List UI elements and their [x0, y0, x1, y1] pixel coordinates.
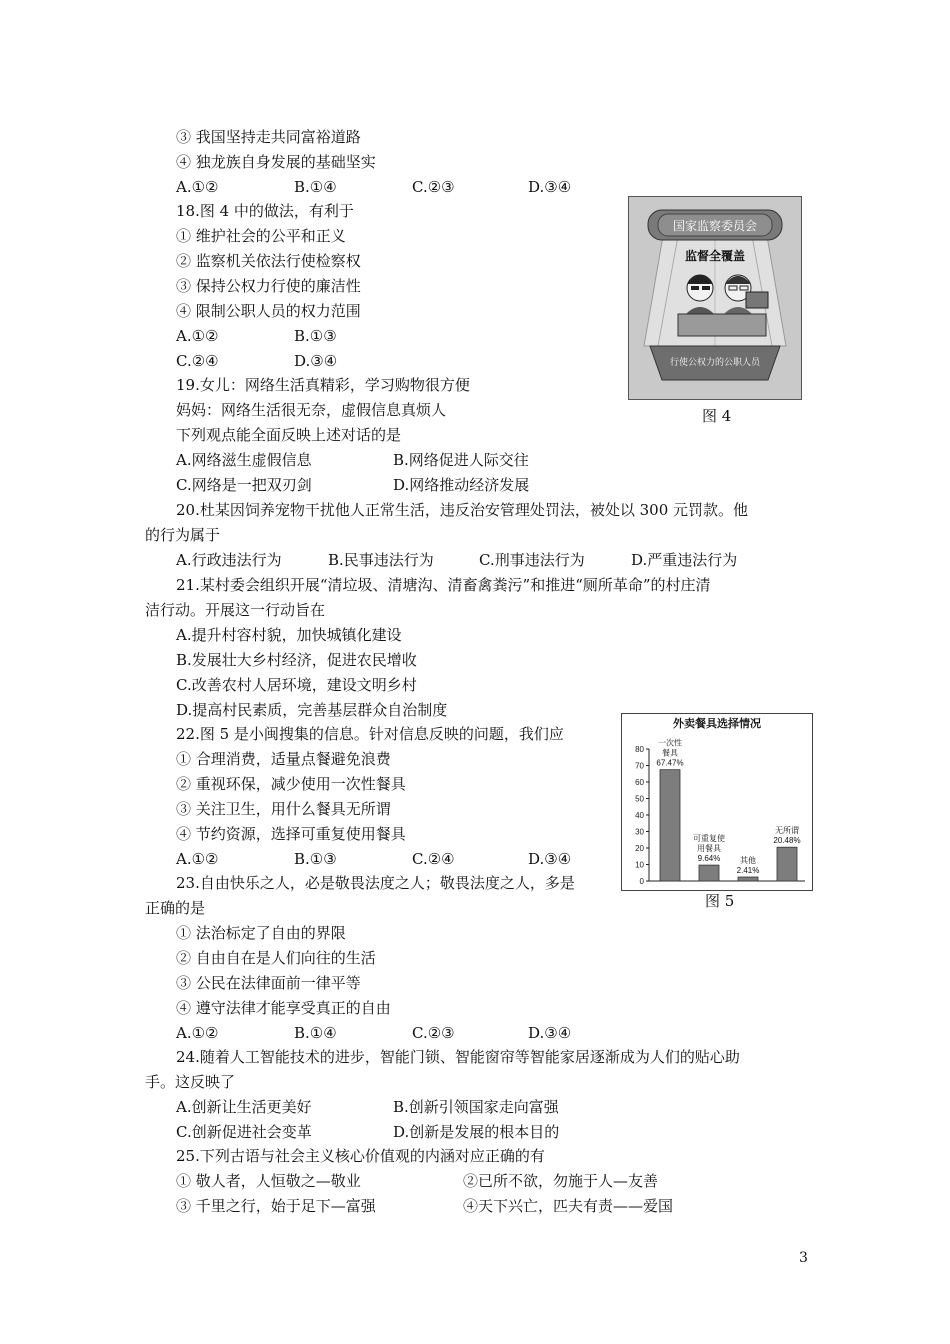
q20-answer-b: B.民事违法行为	[328, 551, 434, 569]
q21-answer-a: A.提升村容村貌，加快城镇化建设	[176, 626, 402, 644]
q23-answer-d: D.③④	[528, 1024, 572, 1042]
q22-answer-c: C.②④	[412, 850, 455, 868]
y-tick-label: 20	[635, 844, 644, 853]
figure-4-base-label: 行使公权力的公职人员	[669, 357, 761, 367]
bar	[777, 847, 797, 881]
category-label: 用餐具	[697, 844, 721, 854]
q22-option-4: ④ 节约资源，选择可重复使用餐具	[176, 825, 406, 843]
q23-answer-c: C.②③	[412, 1024, 455, 1042]
q19-stem-daughter: 19.女儿：网络生活真精彩，学习购物很方便	[176, 376, 470, 394]
q18-option-1: ① 维护社会的公平和正义	[176, 227, 346, 245]
q20-answer-c: C.刑事违法行为	[479, 551, 585, 569]
q22-option-3: ③ 关注卫生，用什么餐具无所谓	[176, 800, 391, 818]
q22-option-2: ② 重视环保，减少使用一次性餐具	[176, 775, 406, 793]
line-17-option-4: ④ 独龙族自身发展的基础坚实	[176, 153, 376, 171]
q19-question: 下列观点能全面反映上述对话的是	[176, 426, 402, 444]
y-tick-label: 40	[635, 811, 644, 820]
q19-answer-d: D.网络推动经济发展	[393, 476, 530, 494]
q23-option-2: ② 自由自在是人们向往的生活	[176, 949, 376, 967]
q23-option-1: ① 法治标定了自由的界限	[176, 924, 346, 942]
q18-option-4: ④ 限制公职人员的权力范围	[176, 302, 361, 320]
q24-answer-b: B.创新引领国家走向富强	[393, 1098, 559, 1116]
q21-answer-c: C.改善农村人居环境，建设文明乡村	[176, 676, 417, 694]
q24-answer-c: C.创新促进社会变革	[176, 1123, 312, 1141]
q21-answer-b: B.发展壮大乡村经济，促进农民增收	[176, 651, 417, 669]
q24-stem-2: 手。这反映了	[145, 1073, 236, 1091]
q20-stem-2: 的行为属于	[145, 526, 221, 544]
bar	[660, 770, 680, 881]
q25-option-2: ②已所不欲，勿施于人—友善	[463, 1172, 659, 1190]
q18-answer-c: C.②④	[176, 352, 219, 370]
q22-answer-a: A.①②	[176, 850, 219, 868]
q23-option-3: ③ 公民在法律面前一律平等	[176, 974, 361, 992]
page-number: 3	[799, 1250, 808, 1266]
y-tick-label: 30	[635, 827, 644, 837]
y-tick-label: 0	[639, 877, 644, 886]
q23-answer-a: A.①②	[176, 1024, 219, 1042]
y-tick-label: 80	[635, 745, 644, 754]
bar	[699, 865, 719, 881]
figure-4	[628, 196, 802, 400]
q24-stem-1: 24.随着人工智能技术的进步，智能门锁、智能窗帘等智能家居逐渐成为人们的贴心助	[176, 1048, 740, 1066]
q21-stem-1: 21.某村委会组织开展“清垃圾、清塘沟、清畜禽粪污”和推进“厕所革命”的村庄清	[176, 576, 711, 594]
data-label: 9.64%	[697, 854, 721, 864]
figure-4-caption: 图 4	[702, 407, 732, 425]
q18-answer-d: D.③④	[294, 352, 338, 370]
q23-stem-2: 正确的是	[145, 899, 206, 917]
q20-answer-a: A.行政违法行为	[176, 551, 282, 569]
q19-answer-b: B.网络促进人际交往	[393, 451, 529, 469]
q18-answer-a: A.①②	[176, 327, 219, 345]
q22-answer-b: B.①③	[294, 850, 337, 868]
figure-4-cartoon	[628, 196, 802, 400]
y-tick-label: 10	[635, 860, 644, 870]
q19-answer-c: C.网络是一把双刃剑	[176, 476, 312, 494]
q20-stem-1: 20.杜某因饲养宠物干扰他人正常生活，违反治安管理处罚法，被处以 300 元罚款。他	[176, 501, 749, 519]
q22-option-1: ① 合理消费，适量点餐避免浪费	[176, 750, 391, 768]
bar	[738, 877, 758, 881]
q25-option-4: ④天下兴亡，匹夫有责——爱国	[463, 1197, 674, 1215]
figure-4-slogan: 监督全覆盖	[684, 249, 746, 263]
y-tick-label: 70	[635, 761, 644, 771]
q24-answer-a: A.创新让生活更美好	[176, 1098, 312, 1116]
q23-answer-b: B.①④	[294, 1024, 337, 1042]
q18-stem: 18.图 4 中的做法，有利于	[176, 202, 354, 220]
q24-answer-d: D.创新是发展的根本目的	[393, 1123, 560, 1141]
q18-option-3: ③ 保持公权力行使的廉洁性	[176, 277, 361, 295]
q17-answer-a: A.①②	[176, 178, 219, 196]
q23-stem-1: 23.自由快乐之人，必是敬畏法度之人；敬畏法度之人，多是	[176, 874, 575, 892]
q25-option-1: ① 敬人者，人恒敬之—敬业	[176, 1172, 361, 1190]
category-label: 其他	[740, 856, 756, 866]
y-tick-label: 60	[635, 778, 644, 787]
q25-option-3: ③ 千里之行，始于足下—富强	[176, 1197, 376, 1215]
q18-option-2: ② 监察机关依法行使检察权	[176, 252, 361, 270]
data-label: 20.48%	[773, 836, 801, 846]
q21-answer-d: D.提高村民素质，完善基层群众自治制度	[176, 701, 448, 719]
figure-5-bar-chart	[621, 713, 813, 891]
data-label: 2.41%	[736, 866, 760, 876]
category-label: 一次性	[658, 738, 682, 748]
q17-answer-c: C.②③	[412, 178, 455, 196]
q17-answer-d: D.③④	[528, 178, 572, 196]
figure-5	[621, 713, 813, 891]
q19-answer-a: A.网络滋生虚假信息	[176, 451, 312, 469]
y-tick-label: 50	[635, 794, 644, 804]
q18-answer-b: B.①③	[294, 327, 337, 345]
line-17-option-3: ③ 我国坚持走共同富裕道路	[176, 128, 361, 146]
q19-stem-mother: 妈妈：网络生活很无奈，虚假信息真烦人	[176, 401, 447, 419]
category-label: 餐具	[662, 748, 678, 758]
chart-title: 外卖餐具选择情况	[673, 718, 761, 730]
q17-answer-b: B.①④	[294, 178, 337, 196]
q22-stem: 22.图 5 是小闽搜集的信息。针对信息反映的问题，我们应	[176, 725, 564, 743]
q22-answer-d: D.③④	[528, 850, 572, 868]
q25-stem: 25.下列古语与社会主义核心价值观的内涵对应正确的有	[176, 1147, 545, 1165]
figure-4-banner: 国家监察委员会	[672, 219, 758, 233]
data-label: 67.47%	[656, 758, 684, 768]
q20-answer-d: D.严重违法行为	[631, 551, 738, 569]
category-label: 无所谓	[775, 826, 799, 836]
q21-stem-2: 洁行动。开展这一行动旨在	[145, 601, 326, 619]
figure-5-caption: 图 5	[705, 892, 735, 910]
q23-option-4: ④ 遵守法律才能享受真正的自由	[176, 999, 391, 1017]
category-label: 可重复使	[693, 834, 725, 844]
